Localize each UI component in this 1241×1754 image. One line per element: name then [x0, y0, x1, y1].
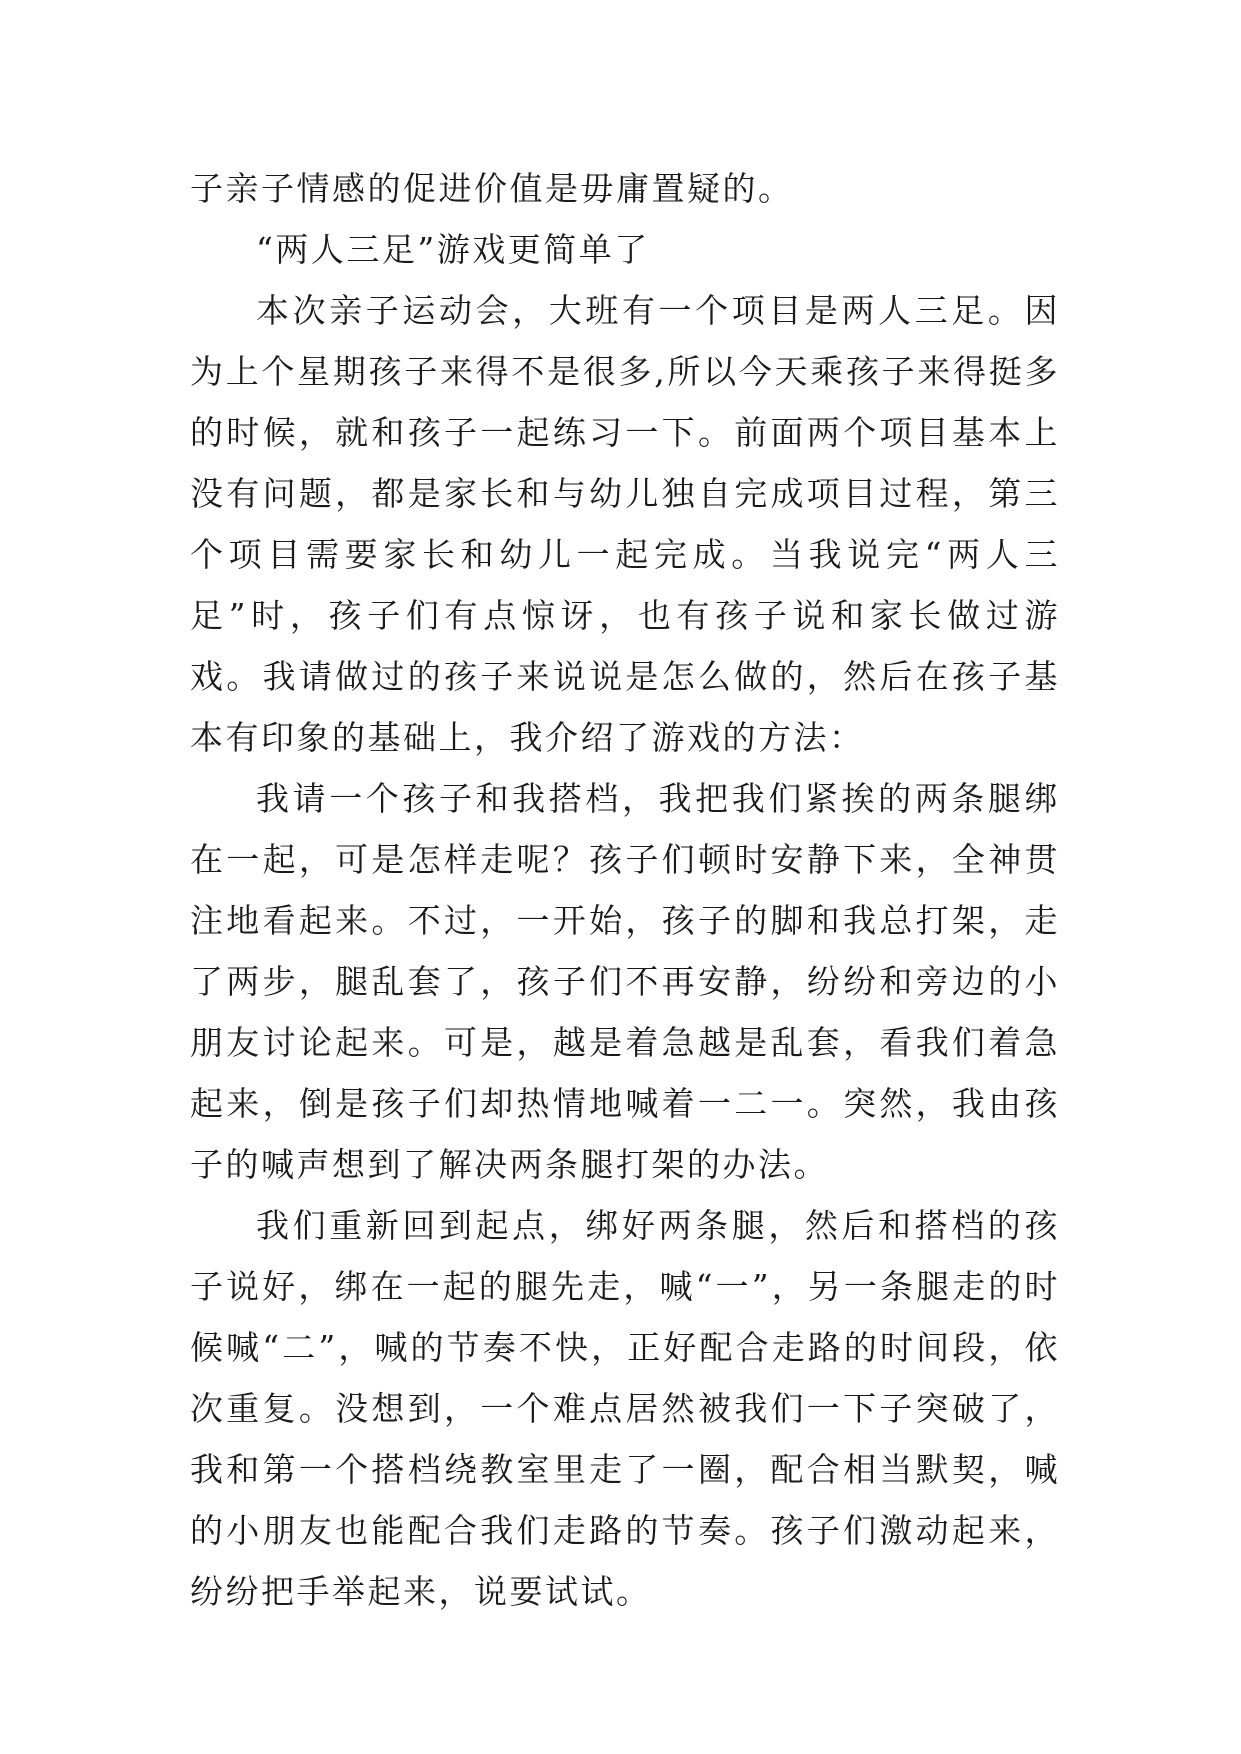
document-body: [190, 158, 1060, 1622]
paragraph-continuation: 子亲子情感的促进价值是毋庸置疑的。: [190, 169, 794, 208]
paragraph-demonstration: 我请一个孩子和我搭档，我把我们紧挨的两条腿绑在一起，可是怎样走呢？孩子们顿时安静下来，全神贯注地看起来。不过，一开始，孩子的脚和我总打架，走了两步，腿乱套了，孩子们不再安静，纷纷和旁边的小朋友讨论起来。可是，越是着急越是乱套，看我们着急起来，倒是孩子们却热情地喊着一二一。突然，我由孩子的喊声想到了解决两条腿打架的办法。: [190, 779, 1060, 1184]
section-heading: “两人三足”游戏更简单了: [256, 230, 650, 269]
paragraph-intro: 本次亲子运动会，大班有一个项目是两人三足。因为上个星期孩子来得不是很多,所以今天乘孩子来得挺多的时候，就和孩子一起练习一下。前面两个项目基本上没有问题，都是家长和与幼儿独自完成项目过程，第三个项目需要家长和幼儿一起完成。当我说完“两人三足”时，孩子们有点惊讶，也有孩子说和家长做过游戏。我请做过的孩子来说说是怎么做的，然后在孩子基本有印象的基础上，我介绍了游戏的方法：: [190, 291, 1060, 757]
paragraph-solution: 我们重新回到起点，绑好两条腿，然后和搭档的孩子说好，绑在一起的腿先走，喊“一”，另一条腿走的时候喊“二”，喊的节奏不快，正好配合走路的时间段，依次重复。没想到，一个难点居然被我们一下子突破了，我和第一个搭档绕教室里走了一圈，配合相当默契，喊的小朋友也能配合我们走路的节奏。孩子们激动起来，纷纷把手举起来，说要试试。: [190, 1206, 1060, 1611]
